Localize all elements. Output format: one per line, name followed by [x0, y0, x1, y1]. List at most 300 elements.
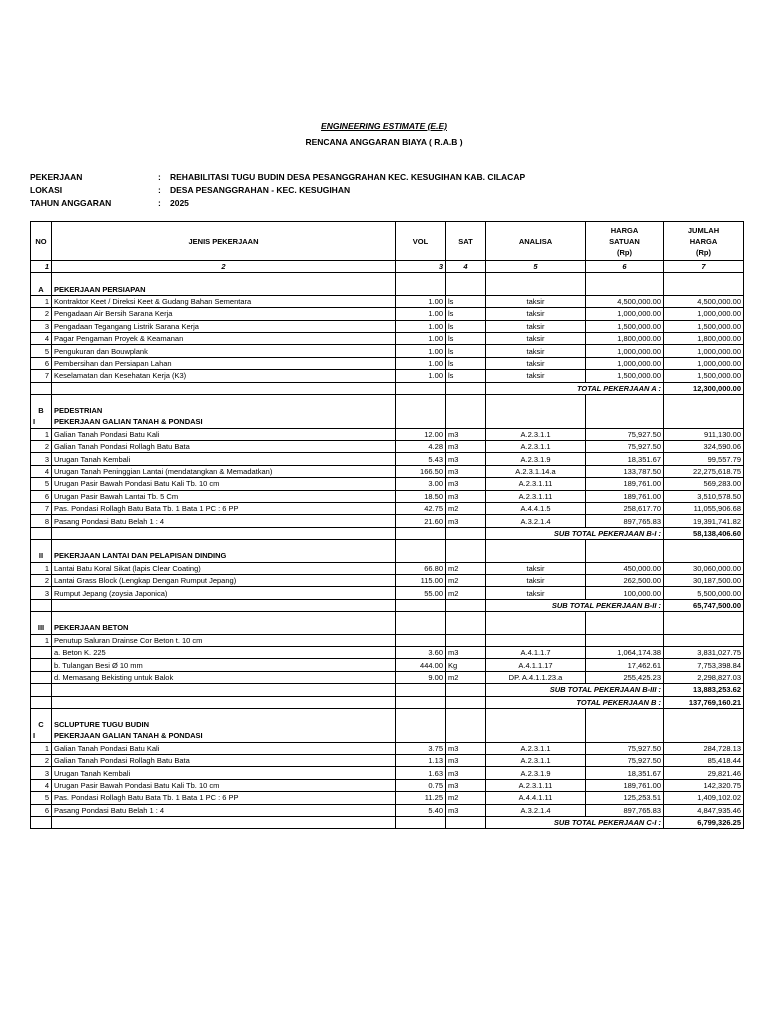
item-number: [31, 646, 52, 658]
item-volume: 444.00: [396, 659, 446, 671]
item-description: Rumput Jepang (zoysia Japonica): [52, 587, 396, 599]
empty-cell: [486, 394, 586, 405]
item-number: 3: [31, 767, 52, 779]
header-jumlah-line: (Rp): [696, 247, 711, 257]
empty-cell: [446, 394, 486, 405]
header-analisa: ANALISA: [486, 222, 586, 261]
info-label: PEKERJAAN: [30, 172, 83, 182]
empty-cell: [31, 708, 52, 719]
item-description: Pengadaan Tegangang Listrik Sarana Kerja: [52, 320, 396, 332]
total-label: SUB TOTAL PEKERJAAN C-I :: [486, 817, 664, 829]
total-amount: 137,769,160.21: [664, 696, 744, 708]
table-row: [31, 453, 744, 465]
section-number: II: [31, 550, 52, 562]
item-total-price: 4,500,000.00: [664, 295, 744, 307]
item-analysis: taksir: [486, 574, 586, 586]
empty-cell: [31, 394, 52, 405]
table-row: [31, 562, 744, 574]
item-volume: 1.00: [396, 332, 446, 344]
item-description: Urugan Pasir Bawah Lantai Tb. 5 Cm: [52, 490, 396, 502]
table-header: [31, 222, 744, 261]
item-analysis: A.4.4.1.5: [486, 503, 586, 515]
info-value: REHABILITASI TUGU BUDIN DESA PESANGGRAHAN KEC. KESUGIHAN KAB. CILACAP: [170, 172, 526, 182]
item-volume: 115.00: [396, 574, 446, 586]
item-total-price: 3,510,578.50: [664, 490, 744, 502]
empty-cell: [664, 708, 744, 719]
info-colon: :: [158, 185, 161, 195]
item-description: Urugan Pasir Bawah Pondasi Batu Kali Tb. 10 cm: [52, 478, 396, 490]
item-volume: 0.75: [396, 779, 446, 791]
item-unit-price: 1,500,000.00: [586, 370, 664, 382]
item-description: Pas. Pondasi Rollagh Batu Bata Tb. 1 Bata 1 PC : 6 PP: [52, 503, 396, 515]
item-unit-price: 258,617.70: [586, 503, 664, 515]
empty-cell: [486, 622, 586, 634]
column-number: 2: [52, 261, 396, 273]
item-analysis: A.4.1.1.17: [486, 659, 586, 671]
column-number: 5: [486, 261, 586, 273]
item-volume: 1.13: [396, 755, 446, 767]
item-number: [31, 659, 52, 671]
info-label: LOKASI: [30, 185, 63, 195]
item-volume: 55.00: [396, 587, 446, 599]
empty-cell: [486, 550, 586, 562]
document-subtitle: RENCANA ANGGARAN BIAYA ( R.A.B ): [305, 137, 463, 147]
section-title: PEKERJAAN GALIAN TANAH & PONDASI: [52, 730, 396, 742]
item-analysis: [486, 634, 586, 646]
section-row: [31, 405, 744, 416]
empty-cell: [396, 527, 446, 539]
spacer-row: [31, 540, 744, 551]
empty-cell: [52, 612, 396, 623]
item-unit-price: 897,765.83: [586, 804, 664, 816]
item-volume: 12.00: [396, 428, 446, 440]
empty-cell: [664, 273, 744, 284]
empty-cell: [586, 273, 664, 284]
empty-cell: [31, 684, 52, 696]
item-description: Galian Tanah Pondasi Rollagh Batu Bata: [52, 755, 396, 767]
item-volume: 1.00: [396, 320, 446, 332]
item-total-price: 142,320.75: [664, 779, 744, 791]
item-description: Urugan Pasir Bawah Pondasi Batu Kali Tb. 10 cm: [52, 779, 396, 791]
header-sat: SAT: [446, 222, 486, 261]
empty-cell: [486, 540, 586, 551]
item-unit: m3: [446, 779, 486, 791]
item-analysis: taksir: [486, 587, 586, 599]
item-unit: m3: [446, 515, 486, 527]
column-number-row: [31, 261, 744, 273]
empty-cell: [396, 684, 446, 696]
table-row: [31, 742, 744, 754]
header-jumlah-harga: [664, 222, 744, 261]
item-analysis: A.2.3.1.9: [486, 767, 586, 779]
header-jumlah-line: HARGA: [689, 236, 718, 246]
column-number: 1: [31, 261, 52, 273]
item-description: Keselamatan dan Kesehatan Kerja (K3): [52, 370, 396, 382]
empty-cell: [31, 599, 52, 611]
item-unit: m3: [446, 646, 486, 658]
item-analysis: A.4.1.1.7: [486, 646, 586, 658]
empty-cell: [446, 550, 486, 562]
total-row: [31, 527, 744, 539]
item-analysis: A.2.3.1.1: [486, 755, 586, 767]
item-number: 1: [31, 742, 52, 754]
item-volume: 1.00: [396, 308, 446, 320]
table-row: [31, 634, 744, 646]
item-total-price: 5,500,000.00: [664, 587, 744, 599]
empty-cell: [446, 416, 486, 428]
item-analysis: A.2.3.1.11: [486, 478, 586, 490]
item-volume: 4.28: [396, 441, 446, 453]
total-row: [31, 817, 744, 829]
empty-cell: [446, 622, 486, 634]
total-row: [31, 382, 744, 394]
empty-cell: [664, 540, 744, 551]
item-volume: 3.00: [396, 478, 446, 490]
table-row: [31, 779, 744, 791]
empty-cell: [396, 550, 446, 562]
item-analysis: taksir: [486, 332, 586, 344]
section-number: III: [31, 622, 52, 634]
item-unit: m3: [446, 755, 486, 767]
table-row: [31, 587, 744, 599]
section-title: PEKERJAAN LANTAI DAN PELAPISAN DINDING: [52, 550, 396, 562]
empty-cell: [586, 283, 664, 295]
item-description: Pasang Pondasi Batu Belah 1 : 4: [52, 804, 396, 816]
item-total-price: 22,275,618.75: [664, 465, 744, 477]
empty-cell: [396, 283, 446, 295]
item-unit: ls: [446, 320, 486, 332]
column-number: 4: [446, 261, 486, 273]
item-total-price: 7,753,398.84: [664, 659, 744, 671]
section-number: B: [31, 405, 52, 416]
column-number: 3: [396, 261, 446, 273]
item-unit: m3: [446, 441, 486, 453]
empty-cell: [52, 696, 396, 708]
column-number: 7: [664, 261, 744, 273]
item-unit: Kg: [446, 659, 486, 671]
item-total-price: 29,821.46: [664, 767, 744, 779]
item-description: Urugan Tanah Peninggian Lantai (mendatangkan & Memadatkan): [52, 465, 396, 477]
item-analysis: taksir: [486, 370, 586, 382]
item-volume: 11.25: [396, 792, 446, 804]
total-amount: 58,138,406.60: [664, 527, 744, 539]
total-amount: 6,799,326.25: [664, 817, 744, 829]
item-volume: 5.43: [396, 453, 446, 465]
item-description: Pengukuran dan Bouwplank: [52, 345, 396, 357]
info-value: DESA PESANGGRAHAN - KEC. KESUGIHAN: [170, 185, 351, 195]
item-volume: 42.75: [396, 503, 446, 515]
section-row: [31, 730, 744, 742]
item-number: 3: [31, 320, 52, 332]
empty-cell: [486, 708, 586, 719]
item-unit-price: 100,000.00: [586, 587, 664, 599]
empty-cell: [486, 612, 586, 623]
item-unit-price: [586, 634, 664, 646]
table-row: [31, 804, 744, 816]
item-number: 6: [31, 357, 52, 369]
empty-cell: [52, 273, 396, 284]
total-label: TOTAL PEKERJAAN A :: [486, 382, 664, 394]
header-harga-line: HARGA: [610, 225, 639, 235]
total-amount: 12,300,000.00: [664, 382, 744, 394]
empty-cell: [486, 719, 586, 730]
empty-cell: [664, 730, 744, 742]
empty-cell: [586, 405, 664, 416]
empty-cell: [396, 719, 446, 730]
item-analysis: A.3.2.1.4: [486, 515, 586, 527]
section-row: [31, 283, 744, 295]
total-amount: 13,883,253.62: [664, 684, 744, 696]
section-number: I: [31, 730, 52, 742]
header-harga-line: SATUAN: [609, 236, 640, 246]
item-analysis: taksir: [486, 320, 586, 332]
empty-cell: [664, 622, 744, 634]
item-number: 7: [31, 370, 52, 382]
empty-cell: [486, 283, 586, 295]
empty-cell: [52, 382, 396, 394]
item-volume: 1.63: [396, 767, 446, 779]
empty-cell: [446, 283, 486, 295]
empty-cell: [664, 612, 744, 623]
empty-cell: [446, 817, 486, 829]
item-total-price: [664, 634, 744, 646]
empty-cell: [486, 416, 586, 428]
item-description: Galian Tanah Pondasi Rollagh Batu Bata: [52, 441, 396, 453]
table-row: [31, 308, 744, 320]
item-unit-price: 189,761.00: [586, 490, 664, 502]
table-row: [31, 490, 744, 502]
item-analysis: A.4.4.1.11: [486, 792, 586, 804]
item-unit-price: 75,927.50: [586, 441, 664, 453]
item-number: 3: [31, 453, 52, 465]
empty-cell: [586, 612, 664, 623]
item-unit: m2: [446, 503, 486, 515]
section-row: [31, 416, 744, 428]
item-unit: m2: [446, 587, 486, 599]
table-row: [31, 357, 744, 369]
item-description: Kontraktor Keet / Direksi Keet & Gudang Bahan Sementara: [52, 295, 396, 307]
empty-cell: [664, 283, 744, 295]
item-description: Galian Tanah Pondasi Batu Kali: [52, 742, 396, 754]
section-row: [31, 622, 744, 634]
empty-cell: [396, 405, 446, 416]
item-analysis: A.2.3.1.11: [486, 490, 586, 502]
empty-cell: [396, 817, 446, 829]
empty-cell: [446, 612, 486, 623]
empty-cell: [586, 540, 664, 551]
item-number: 5: [31, 478, 52, 490]
item-volume: 21.60: [396, 515, 446, 527]
empty-cell: [664, 416, 744, 428]
item-unit-price: 75,927.50: [586, 428, 664, 440]
empty-cell: [586, 622, 664, 634]
empty-cell: [446, 405, 486, 416]
item-number: 6: [31, 490, 52, 502]
item-total-price: 1,800,000.00: [664, 332, 744, 344]
item-unit-price: 75,927.50: [586, 755, 664, 767]
item-unit: ls: [446, 295, 486, 307]
spacer-row: [31, 708, 744, 719]
item-total-price: 99,557.79: [664, 453, 744, 465]
table-row: [31, 503, 744, 515]
header-jumlah-line: JUMLAH: [687, 225, 720, 235]
item-description: Urugan Tanah Kembali: [52, 767, 396, 779]
table-row: [31, 574, 744, 586]
rab-table: [30, 221, 744, 829]
info-colon: :: [158, 198, 161, 208]
item-unit-price: 17,462.61: [586, 659, 664, 671]
item-description: Pasang Pondasi Batu Belah 1 : 4: [52, 515, 396, 527]
item-description: d. Memasang Bekisting untuk Balok: [52, 671, 396, 683]
section-number: C: [31, 719, 52, 730]
item-unit-price: 75,927.50: [586, 742, 664, 754]
item-number: 1: [31, 562, 52, 574]
empty-cell: [31, 527, 52, 539]
empty-cell: [446, 708, 486, 719]
item-analysis: A.2.3.1.11: [486, 779, 586, 791]
table-row: [31, 428, 744, 440]
item-unit-price: 133,787.50: [586, 465, 664, 477]
item-number: 4: [31, 332, 52, 344]
empty-cell: [446, 730, 486, 742]
item-unit-price: 125,253.51: [586, 792, 664, 804]
item-analysis: DP. A.4.1.1.23.a: [486, 671, 586, 683]
item-analysis: A.3.2.1.4: [486, 804, 586, 816]
item-unit: [446, 634, 486, 646]
empty-cell: [31, 382, 52, 394]
empty-cell: [664, 719, 744, 730]
empty-cell: [52, 684, 396, 696]
total-label: SUB TOTAL PEKERJAAN B-I :: [486, 527, 664, 539]
item-unit-price: 1,064,174.38: [586, 646, 664, 658]
item-total-price: 1,000,000.00: [664, 357, 744, 369]
total-amount: 65,747,500.00: [664, 599, 744, 611]
item-description: Pengadaan Air Bersih Sarana Kerja: [52, 308, 396, 320]
table-row: [31, 646, 744, 658]
table-row: [31, 515, 744, 527]
item-description: Pembersihan dan Persiapan Lahan: [52, 357, 396, 369]
item-total-price: 911,130.00: [664, 428, 744, 440]
table-row: [31, 332, 744, 344]
header-harga-line: (Rp): [617, 247, 632, 257]
table-row: [31, 441, 744, 453]
header-harga-satuan: [586, 222, 664, 261]
section-title: PEDESTRIAN: [52, 405, 396, 416]
empty-cell: [396, 540, 446, 551]
total-row: [31, 684, 744, 696]
header-jenis-pekerjaan: JENIS PEKERJAAN: [52, 222, 396, 261]
item-unit-price: 4,500,000.00: [586, 295, 664, 307]
item-unit: ls: [446, 345, 486, 357]
item-number: 2: [31, 574, 52, 586]
section-row: [31, 550, 744, 562]
item-number: 2: [31, 441, 52, 453]
empty-cell: [52, 394, 396, 405]
empty-cell: [52, 599, 396, 611]
empty-cell: [664, 394, 744, 405]
empty-cell: [586, 730, 664, 742]
empty-cell: [31, 612, 52, 623]
item-analysis: taksir: [486, 295, 586, 307]
item-volume: [396, 634, 446, 646]
item-total-price: 11,055,906.68: [664, 503, 744, 515]
item-description: Pas. Pondasi Rollagh Batu Bata Tb. 1 Bata 1 PC : 6 PP: [52, 792, 396, 804]
item-unit-price: 255,425.23: [586, 671, 664, 683]
item-unit-price: 450,000.00: [586, 562, 664, 574]
item-number: 3: [31, 587, 52, 599]
item-total-price: 3,831,027.75: [664, 646, 744, 658]
item-total-price: 1,409,102.02: [664, 792, 744, 804]
item-total-price: 324,590.06: [664, 441, 744, 453]
item-volume: 1.00: [396, 370, 446, 382]
item-volume: 3.60: [396, 646, 446, 658]
item-unit-price: 262,500.00: [586, 574, 664, 586]
empty-cell: [52, 540, 396, 551]
item-description: b. Tulangan Besi Ø 10 mm: [52, 659, 396, 671]
empty-cell: [52, 708, 396, 719]
item-unit: m3: [446, 478, 486, 490]
item-unit-price: 1,000,000.00: [586, 357, 664, 369]
item-description: Lantai Grass Block (Lengkap Dengan Rumput Jepang): [52, 574, 396, 586]
empty-cell: [486, 730, 586, 742]
spacer-row: [31, 273, 744, 284]
item-unit-price: 1,000,000.00: [586, 345, 664, 357]
empty-cell: [396, 599, 446, 611]
item-unit-price: 18,351.67: [586, 453, 664, 465]
empty-cell: [52, 817, 396, 829]
table-row: [31, 792, 744, 804]
section-number: I: [31, 416, 52, 428]
spacer-row: [31, 394, 744, 405]
item-description: Galian Tanah Pondasi Batu Kali: [52, 428, 396, 440]
item-volume: 1.00: [396, 295, 446, 307]
item-analysis: A.2.3.1.1: [486, 428, 586, 440]
empty-cell: [486, 273, 586, 284]
item-number: 1: [31, 295, 52, 307]
item-description: Lantai Batu Koral Sikat (lapis Clear Coating): [52, 562, 396, 574]
item-total-price: 1,000,000.00: [664, 308, 744, 320]
item-unit: m2: [446, 574, 486, 586]
empty-cell: [446, 599, 486, 611]
header-vol: VOL: [396, 222, 446, 261]
item-unit-price: 1,800,000.00: [586, 332, 664, 344]
empty-cell: [396, 382, 446, 394]
item-volume: 1.00: [396, 345, 446, 357]
item-description: Urugan Tanah Kembali: [52, 453, 396, 465]
table-row: [31, 345, 744, 357]
item-unit: m2: [446, 792, 486, 804]
item-number: 7: [31, 503, 52, 515]
item-analysis: taksir: [486, 308, 586, 320]
spacer-row: [31, 612, 744, 623]
item-volume: 3.75: [396, 742, 446, 754]
empty-cell: [446, 684, 486, 696]
empty-cell: [446, 696, 486, 708]
item-total-price: 1,500,000.00: [664, 320, 744, 332]
empty-cell: [446, 719, 486, 730]
table-row: [31, 370, 744, 382]
empty-cell: [664, 405, 744, 416]
info-colon: :: [158, 172, 161, 182]
total-label: TOTAL PEKERJAAN B :: [486, 696, 664, 708]
empty-cell: [396, 273, 446, 284]
empty-cell: [446, 273, 486, 284]
item-analysis: taksir: [486, 562, 586, 574]
empty-cell: [446, 540, 486, 551]
item-description: Penutup Saluran Drainse Cor Beton t. 10 cm: [52, 634, 396, 646]
item-unit-price: 189,761.00: [586, 478, 664, 490]
document-title: ENGINEERING ESTIMATE (E.E): [321, 121, 447, 131]
